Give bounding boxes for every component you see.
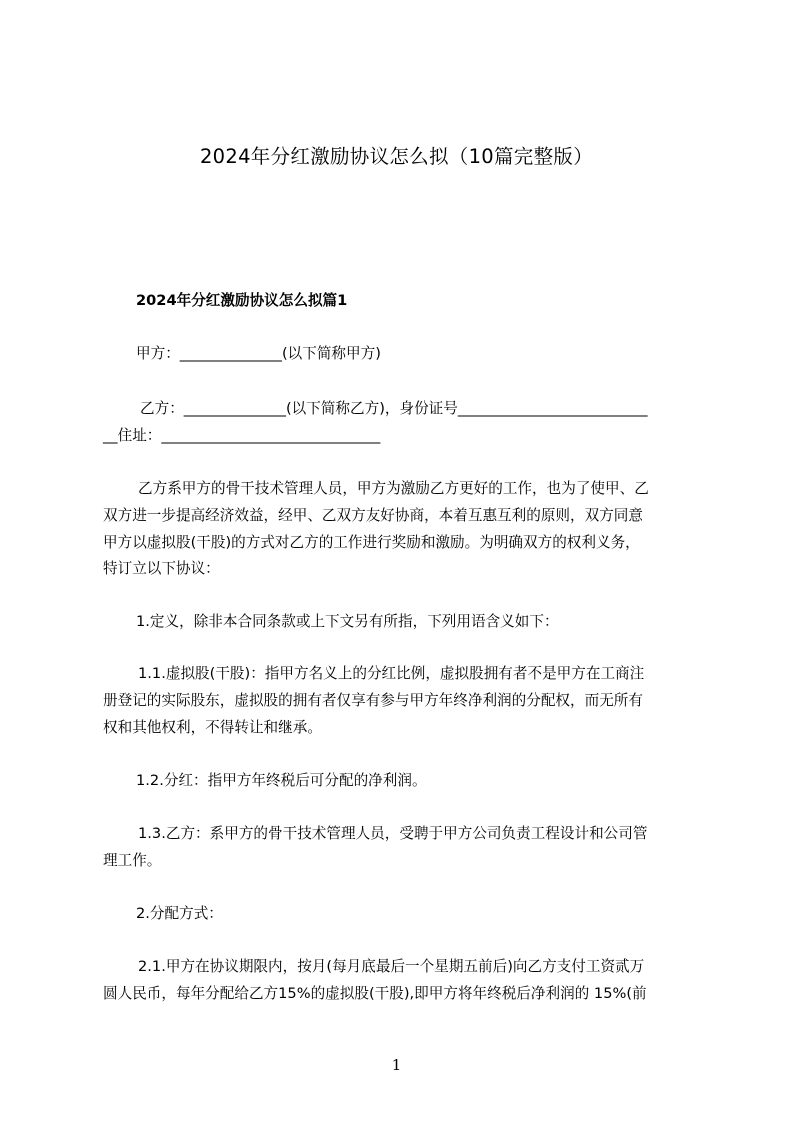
clause-1-3-line: 理工作。 [103, 852, 162, 869]
clause-2-1-line: 2.1.甲方在协议期限内，按月(每月底最后一个星期五前后)向乙方支付工资贰万 [138, 958, 645, 975]
intro-paragraph-line: 双方进一步提高经济效益，经甲、乙双方友好协商，本着互惠互利的原则，双方同意 [103, 507, 643, 524]
clause-1-1-line: 册登记的实际股东，虚拟股的拥有者仅享有参与甲方年终净利润的分配权，而无所有 [103, 692, 643, 709]
clause-1-2: 1.2.分红：指甲方年终税后可分配的净利润。 [136, 772, 427, 789]
section-heading: 2024年分红激励协议怎么拟篇1 [136, 292, 348, 309]
clause-2: 2.分配方式： [136, 905, 223, 922]
party-a-line: 甲方：______________(以下简称甲方) [136, 345, 381, 362]
clause-2-1-line: 圆人民币，每年分配给乙方15%的虚拟股(干股),即甲方将年终税后净利润的 15%(前 [103, 985, 647, 1002]
intro-paragraph-line: 乙方系甲方的骨干技术管理人员，甲方为激励乙方更好的工作，也为了使甲、乙 [138, 480, 649, 497]
clause-1-3-line: 1.3.乙方：系甲方的骨干技术管理人员，受聘于甲方公司负责工程设计和公司管 [138, 825, 648, 842]
party-b-address-line: __住址：______________________________ [103, 427, 381, 444]
party-b-line: 乙方：______________(以下简称乙方)，身份证号__________________________ [140, 400, 648, 417]
clause-1-1-line: 1.1.虚拟股(干股)：指甲方名义上的分红比例，虚拟股拥有者不是甲方在工商注 [138, 665, 645, 682]
intro-paragraph-line: 甲方以虚拟股(干股)的方式对乙方的工作进行奖励和激励。为明确双方的权利义务， [103, 534, 640, 551]
document-title: 2024年分红激励协议怎么拟（10篇完整版） [199, 145, 594, 168]
intro-paragraph-line: 特订立以下协议： [103, 560, 220, 577]
page-number: 1 [391, 1056, 402, 1074]
clause-1-1-line: 权和其他权利，不得转让和继承。 [103, 719, 322, 736]
clause-1: 1.定义，除非本合同条款或上下文另有所指，下列用语含义如下： [136, 613, 559, 630]
